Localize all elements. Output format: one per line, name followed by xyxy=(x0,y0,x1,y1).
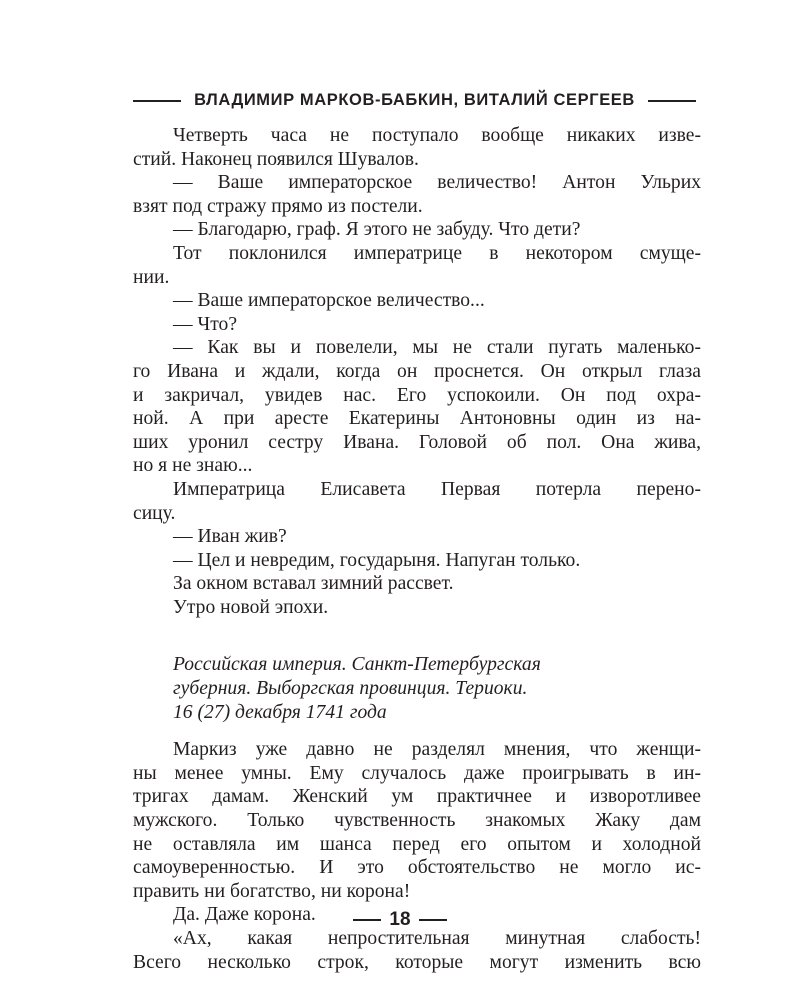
text-line: самоуверенностью. И это обстоятельство не могло ис- xyxy=(133,857,701,879)
text-line: Всего несколько строк, которые могут изменить всю xyxy=(133,951,701,973)
header-rule-right xyxy=(648,100,696,102)
text-line: стий. Наконец появился Шувалов. xyxy=(133,148,419,170)
text-line: — Что? xyxy=(173,313,238,335)
text-line: но я не знаю... xyxy=(133,455,253,477)
section-subheading xyxy=(133,653,701,724)
text-line: — Ваше императорское величество... xyxy=(173,290,485,312)
page-body xyxy=(133,124,701,974)
text-line: — Иван жив? xyxy=(173,526,287,548)
text-line: ной. А при аресте Екатерины Антоновны один из на- xyxy=(133,408,701,430)
text-line: — Ваше императорское величество! Антон Ульрих xyxy=(173,172,701,194)
text-line: мужского. Только чувственность знакомых Жаку дам xyxy=(133,810,701,832)
subheading-line: 16 (27) декабря 1741 года xyxy=(173,701,387,723)
text-line: взят под стражу прямо из постели. xyxy=(133,195,423,217)
text-line: Четверть часа не поступало вообще никаких изве- xyxy=(173,125,701,146)
text-line: не оставляла им шанса перед его опытом и холодной xyxy=(133,833,701,855)
text-line: — Как вы и повелели, мы не стали пугать маленько- xyxy=(173,337,701,359)
running-header xyxy=(133,91,696,110)
page-number: 18 xyxy=(389,909,411,930)
header-authors: ВЛАДИМИР МАРКОВ-БАБКИН, ВИТАЛИЙ СЕРГЕЕВ xyxy=(194,91,635,109)
header-rule-left xyxy=(133,100,181,102)
text-line: — Благодарю, граф. Я этого не забуду. Что дети? xyxy=(173,219,581,241)
text-line: го Ивана и ждали, когда он проснется. Он открыл глаза xyxy=(133,360,701,382)
text-line: нии. xyxy=(133,266,170,288)
section-gap xyxy=(133,724,701,738)
text-line: — Цел и невредим, государыня. Напуган только. xyxy=(173,549,581,571)
text-line: тригах дамам. Женский ум практичнее и изворотливее xyxy=(133,786,701,808)
folio-dash-right xyxy=(419,919,447,921)
text-line: ны менее умны. Ему случалось даже проигрывать в ин- xyxy=(133,762,701,784)
subheading-line: Российская империя. Санкт-Петербургская xyxy=(173,654,541,676)
text-line: Маркиз уже давно не разделял мнения, что женщи- xyxy=(173,739,701,761)
text-line: править ни богатство, ни корона! xyxy=(133,880,411,902)
text-line: Тот поклонился императрице в некотором смуще- xyxy=(173,242,701,264)
section-gap xyxy=(133,619,701,653)
text-line: «Ах, какая непростительная минутная слабость! xyxy=(173,928,701,949)
text-line: Императрица Елисавета Первая потерла перено- xyxy=(173,478,701,500)
folio-dash-left xyxy=(353,919,381,921)
text-line: За окном вставал зимний рассвет. xyxy=(173,573,454,595)
text-line: ших уронил сестру Ивана. Головой об пол. Она жива, xyxy=(133,431,701,453)
text-line: Утро новой эпохи. xyxy=(173,596,329,618)
text-line: и закричал, увидев нас. Его успокоили. Он под охра- xyxy=(133,384,701,406)
text-line: сицу. xyxy=(133,502,176,524)
page-folio xyxy=(0,909,800,931)
text-line: Да. Даже корона. xyxy=(173,904,316,926)
subheading-line: губерния. Выборгская провинция. Териоки. xyxy=(173,678,528,700)
